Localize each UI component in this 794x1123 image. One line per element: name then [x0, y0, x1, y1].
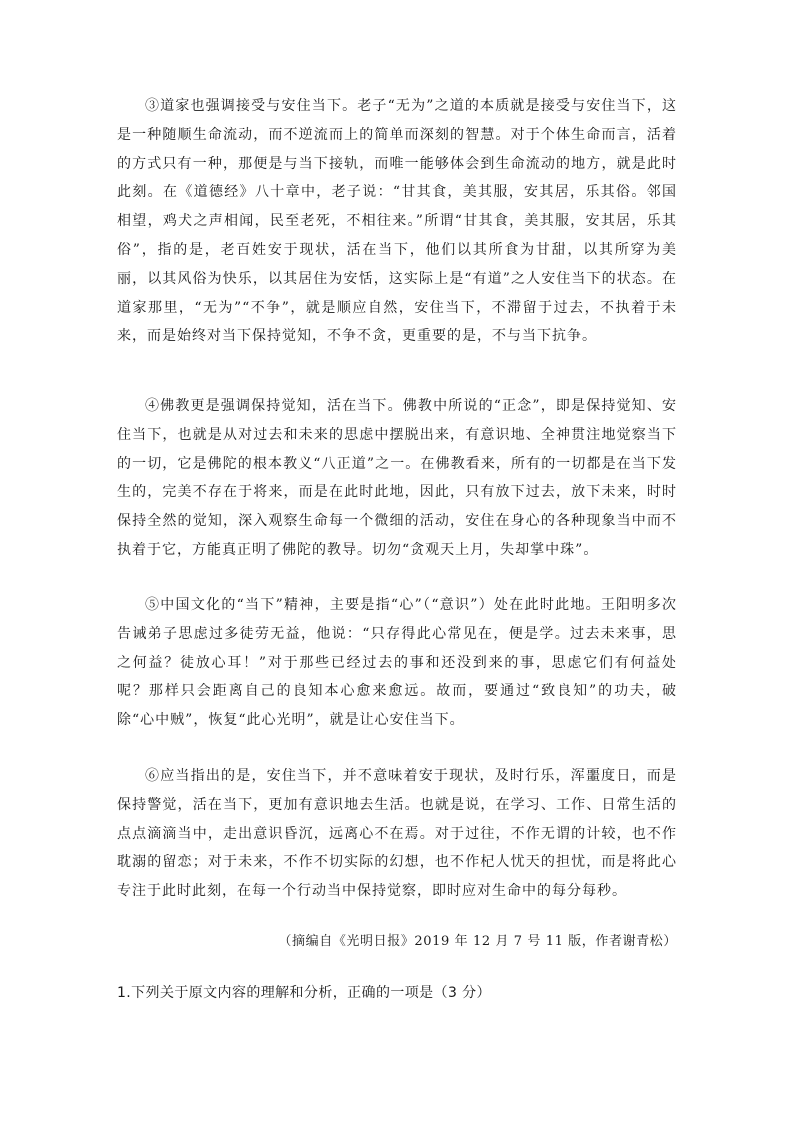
paragraph-3: ③道家也强调接受与安住当下。老子“无为”之道的本质就是接受与安住当下，这是一种随顺生命流动，而不逆流而上的简单而深刻的智慧。对于个体生命而言，活着的方式只有一种，那便是与当下接轨，而唯一能够体会到生命流动的地方，就是此时此刻。在《道德经》八十章中，老子说：“甘其食，美其服，安其居，乐其俗。邻国相望，鸡犬之声相闻，民至老死，不相往来。”所谓“甘其食，美其服，安其居，乐其俗”，指的是，老百姓安于现状，活在当下，他们以其所食为甘甜，以其所穿为美丽，以其风俗为快乐，以其居住为安恬，这实际上是“有道”之人安住当下的状态。在道家那里，“无为”“不争”，就是顺应自然，安住当下，不滞留于过去，不执着于未来，而是始终对当下保持觉知，不争不贪，更重要的是，不与当下抗争。	[117, 98, 677, 345]
paragraph-4: ④佛教更是强调保持觉知，活在当下。佛教中所说的“正念”，即是保持觉知、安住当下，也就是从对过去和未来的思虑中摆脱出来，有意识地、全神贯注地觉察当下的一切，它是佛陀的根本教义“八正道”之一。在佛教看来，所有的一切都是在当下发生的，完美不存在于将来，而是在此时此地，因此，只有放下过去，放下未来，时时保持全然的觉知，深入观察生命每一个微细的活动，安住在身心的各种现象当中而不执着于它，方能真正明了佛陀的教导。切勿“贪观天上月，失却掌中珠”。	[117, 398, 677, 558]
source-citation: （摘编自《光明日报》2019 年 12 月 7 号 11 版，作者谢青松）	[278, 934, 677, 949]
paragraph-5: ⑤中国文化的“当下”精神，主要是指“心”（“意识”）处在此时此地。王阳明多次告诫弟子思虑过多徒劳无益，他说：“只存得此心常见在，便是学。过去未来事，思之何益？徒放心耳！”对于那些已经过去的事和还没到来的事，思虑它们有何益处呢？那样只会距离自己的良知本心愈来愈远。故而，要通过“致良知”的功夫，破除“心中贼”，恢复“此心光明”，就是让心安住当下。	[117, 597, 677, 729]
paragraph-6: ⑥应当指出的是，安住当下，并不意味着安于现状，及时行乐，浑噩度日，而是保持警觉，活在当下，更加有意识地去生活。也就是说，在学习、工作、日常生活的点点滴滴当中，走出意识昏沉，远离心不在焉。对于过往，不作无谓的计较，也不作耽溺的留恋；对于未来，不作不切实际的幻想，也不作杞人忧天的担忧，而是将此心专注于此时此刻，在每一个行动当中保持觉察，即时应对生命中的每分每秒。	[117, 768, 677, 900]
question-1: 1.下列关于原文内容的理解和分析，正确的一项是（3 分）	[117, 985, 491, 1001]
